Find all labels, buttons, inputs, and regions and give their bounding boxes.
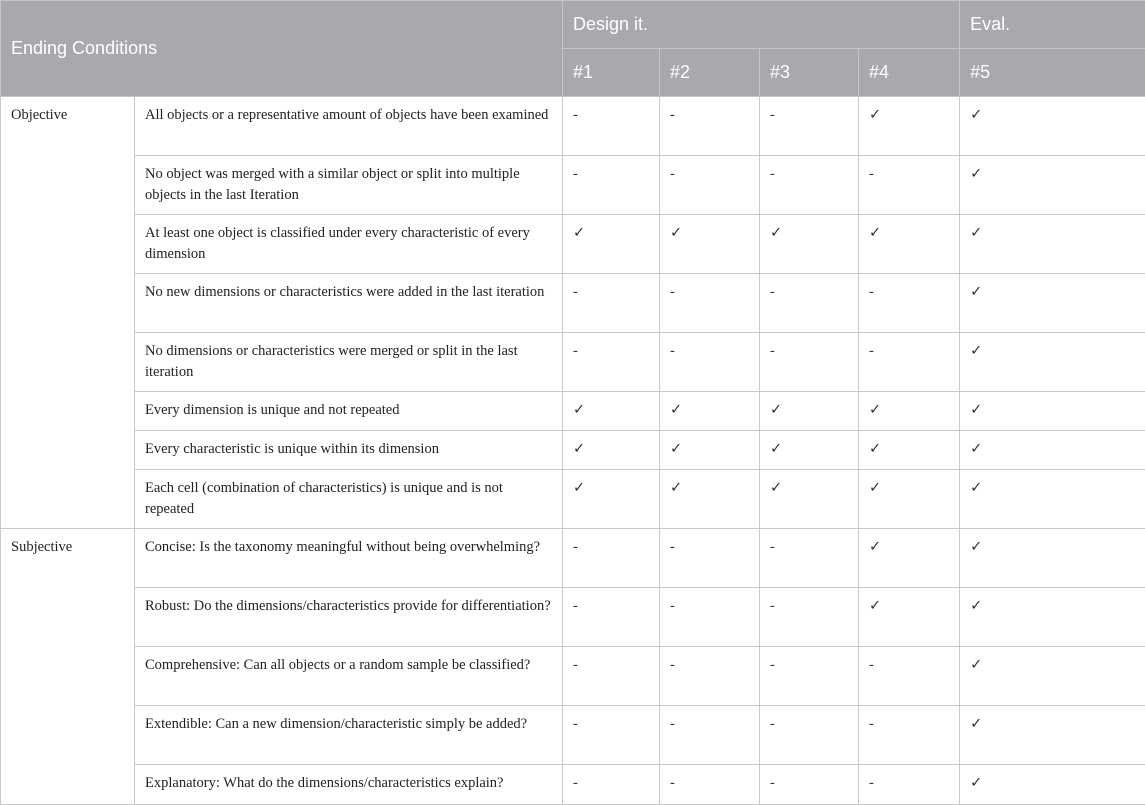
mark-cell: - — [760, 647, 859, 706]
mark-cell: ✓ — [760, 470, 859, 529]
table-row — [1, 215, 1145, 274]
mark-cell: ✓ — [859, 97, 960, 156]
condition-text: No object was merged with a similar object or split into multiple objects in the last Iteration — [135, 156, 563, 215]
table-row — [1, 470, 1145, 529]
mark-cell: ✓ — [660, 470, 760, 529]
mark-cell: - — [563, 529, 660, 588]
mark-cell: - — [760, 588, 859, 647]
condition-text: At least one object is classified under every characteristic of every dimension — [135, 215, 563, 274]
mark-cell: - — [563, 706, 660, 765]
header-col-4: #4 — [859, 49, 960, 97]
mark-cell: - — [563, 156, 660, 215]
mark-cell: ✓ — [660, 431, 760, 470]
mark-cell: - — [660, 647, 760, 706]
mark-cell: - — [660, 333, 760, 392]
mark-cell: ✓ — [760, 431, 859, 470]
mark-cell: ✓ — [960, 215, 1145, 274]
mark-cell: ✓ — [960, 765, 1145, 805]
mark-cell: - — [859, 156, 960, 215]
mark-cell: ✓ — [960, 333, 1145, 392]
mark-cell: ✓ — [660, 392, 760, 431]
mark-cell: ✓ — [859, 588, 960, 647]
table-row — [1, 431, 1145, 470]
condition-text: Every characteristic is unique within its dimension — [135, 431, 563, 470]
mark-cell: ✓ — [859, 215, 960, 274]
mark-cell: ✓ — [760, 215, 859, 274]
mark-cell: ✓ — [960, 647, 1145, 706]
mark-cell: ✓ — [563, 215, 660, 274]
mark-cell: - — [760, 333, 859, 392]
mark-cell: - — [660, 274, 760, 333]
condition-text: No new dimensions or characteristics were added in the last iteration — [135, 274, 563, 333]
table-row — [1, 156, 1145, 215]
mark-cell: ✓ — [960, 431, 1145, 470]
table-row — [1, 392, 1145, 431]
condition-text: Concise: Is the taxonomy meaningful without being overwhelming? — [135, 529, 563, 588]
table-row — [1, 765, 1145, 805]
header-col-1: #1 — [563, 49, 660, 97]
mark-cell: - — [660, 706, 760, 765]
mark-cell: - — [859, 333, 960, 392]
table-row — [1, 706, 1145, 765]
category-subjective: Subjective — [1, 529, 135, 805]
mark-cell: ✓ — [563, 470, 660, 529]
mark-cell: ✓ — [660, 215, 760, 274]
mark-cell: - — [563, 274, 660, 333]
condition-text: Robust: Do the dimensions/characteristics provide for differentiation? — [135, 588, 563, 647]
mark-cell: ✓ — [960, 392, 1145, 431]
mark-cell: - — [563, 765, 660, 805]
condition-text: Each cell (combination of characteristics) is unique and is not repeated — [135, 470, 563, 529]
mark-cell: ✓ — [859, 392, 960, 431]
header-row-1 — [1, 1, 1145, 49]
mark-cell: - — [563, 333, 660, 392]
mark-cell: - — [760, 765, 859, 805]
mark-cell: ✓ — [563, 392, 660, 431]
table-row — [1, 588, 1145, 647]
mark-cell: ✓ — [859, 470, 960, 529]
mark-cell: - — [859, 706, 960, 765]
mark-cell: ✓ — [960, 97, 1145, 156]
mark-cell: ✓ — [960, 588, 1145, 647]
mark-cell: - — [760, 97, 859, 156]
mark-cell: ✓ — [960, 156, 1145, 215]
mark-cell: - — [660, 765, 760, 805]
mark-cell: - — [760, 706, 859, 765]
header-eval: Eval. — [960, 1, 1145, 49]
table-row — [1, 274, 1145, 333]
table-row — [1, 97, 1145, 156]
header-col-5: #5 — [960, 49, 1145, 97]
table-row — [1, 333, 1145, 392]
mark-cell: - — [660, 97, 760, 156]
condition-text: All objects or a representative amount of objects have been examined — [135, 97, 563, 156]
condition-text: Extendible: Can a new dimension/characteristic simply be added? — [135, 706, 563, 765]
mark-cell: - — [660, 588, 760, 647]
mark-cell: - — [660, 529, 760, 588]
header-design-it: Design it. — [563, 1, 960, 49]
header-col-3: #3 — [760, 49, 859, 97]
mark-cell: - — [859, 274, 960, 333]
header-ending-conditions: Ending Conditions — [1, 1, 563, 97]
mark-cell: ✓ — [563, 431, 660, 470]
mark-cell: ✓ — [859, 431, 960, 470]
condition-text: No dimensions or characteristics were merged or split in the last iteration — [135, 333, 563, 392]
condition-text: Comprehensive: Can all objects or a random sample be classified? — [135, 647, 563, 706]
condition-text: Every dimension is unique and not repeated — [135, 392, 563, 431]
mark-cell: - — [563, 647, 660, 706]
mark-cell: - — [760, 156, 859, 215]
mark-cell: ✓ — [760, 392, 859, 431]
mark-cell: - — [563, 588, 660, 647]
header-col-2: #2 — [660, 49, 760, 97]
mark-cell: - — [563, 97, 660, 156]
mark-cell: ✓ — [960, 470, 1145, 529]
mark-cell: ✓ — [859, 529, 960, 588]
category-objective: Objective — [1, 97, 135, 529]
table-row — [1, 647, 1145, 706]
mark-cell: - — [660, 156, 760, 215]
mark-cell: ✓ — [960, 706, 1145, 765]
mark-cell: ✓ — [960, 529, 1145, 588]
mark-cell: - — [859, 765, 960, 805]
mark-cell: ✓ — [960, 274, 1145, 333]
mark-cell: - — [859, 647, 960, 706]
table-row — [1, 529, 1145, 588]
mark-cell: - — [760, 274, 859, 333]
condition-text: Explanatory: What do the dimensions/characteristics explain? — [135, 765, 563, 805]
mark-cell: - — [760, 529, 859, 588]
